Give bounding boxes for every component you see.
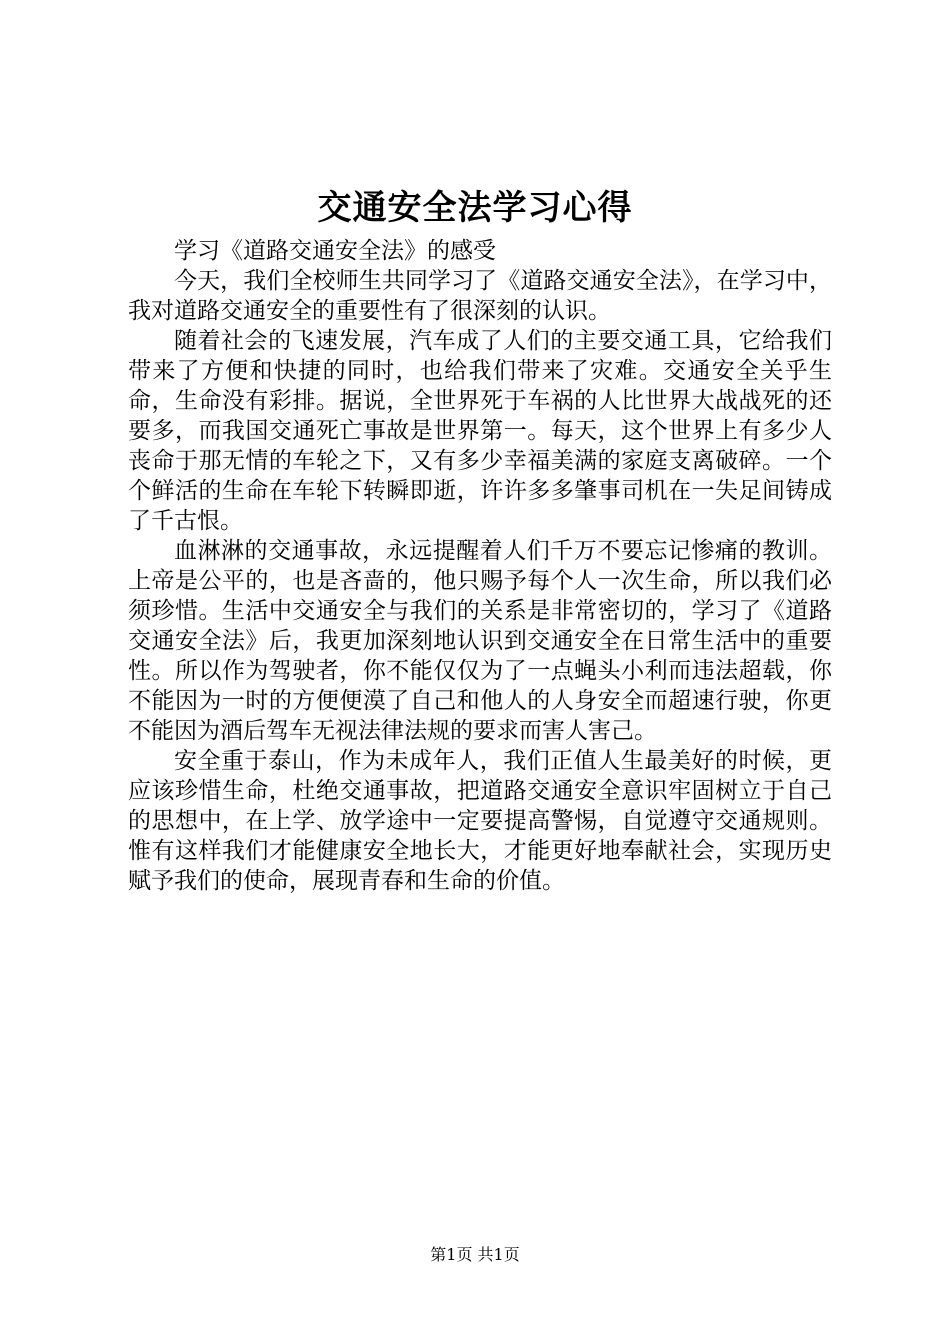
page-number-footer: 第1页 共1页 — [430, 1245, 520, 1264]
subtitle-paragraph: 学习《道路交通安全法》的感受 — [174, 238, 496, 264]
page-title: 交通安全法学习心得 — [317, 188, 633, 228]
paragraph: 安全重于泰山，作为未成年人，我们正值人生最美好的时候，更应该珍惜生命，杜绝交通事故，把道路交通安全意识牢固树立于自己的思想中，在上学、放学途中一定要提高警惕，自觉遵守交通规则。惟有这样我们才能健康安全地长大，才能更好地奉献社会，实现历史赋予我们的使命，展现青春和生命的价值。 — [128, 748, 832, 894]
document-body — [128, 236, 832, 896]
paragraph: 今天，我们全校师生共同学习了《道路交通安全法》，在学习中，我对道路交通安全的重要性有了很深刻的认识。 — [128, 268, 832, 324]
paragraph: 血淋淋的交通事故，永远提醒着人们千万不要忘记惨痛的教训。上帝是公平的，也是吝啬的，他只赐予每个人一次生命，所以我们必须珍惜。生活中交通安全与我们的关系是非常密切的，学习了《道路交通安全法》后，我更加深刻地认识到交通安全在日常生活中的重要性。所以作为驾驶者，你不能仅仅为了一点蝇头小利而违法超载，你不能因为一时的方便便漠了自己和他人的人身安全而超速行驶，你更不能因为酒后驾车无视法律法规的要求而害人害己。 — [128, 538, 832, 744]
paragraph: 随着社会的飞速发展，汽车成了人们的主要交通工具，它给我们带来了方便和快捷的同时，也给我们带来了灾难。交通安全关乎生命，生命没有彩排。据说，全世界死于车祸的人比世界大战战死的还要多，而我国交通死亡事故是世界第一。每天，这个世界上有多少人丧命于那无情的车轮之下，又有多少幸福美满的家庭支离破碎。一个个鲜活的生命在车轮下转瞬即逝，许许多多肇事司机在一失足间铸成了千古恨。 — [128, 328, 832, 534]
